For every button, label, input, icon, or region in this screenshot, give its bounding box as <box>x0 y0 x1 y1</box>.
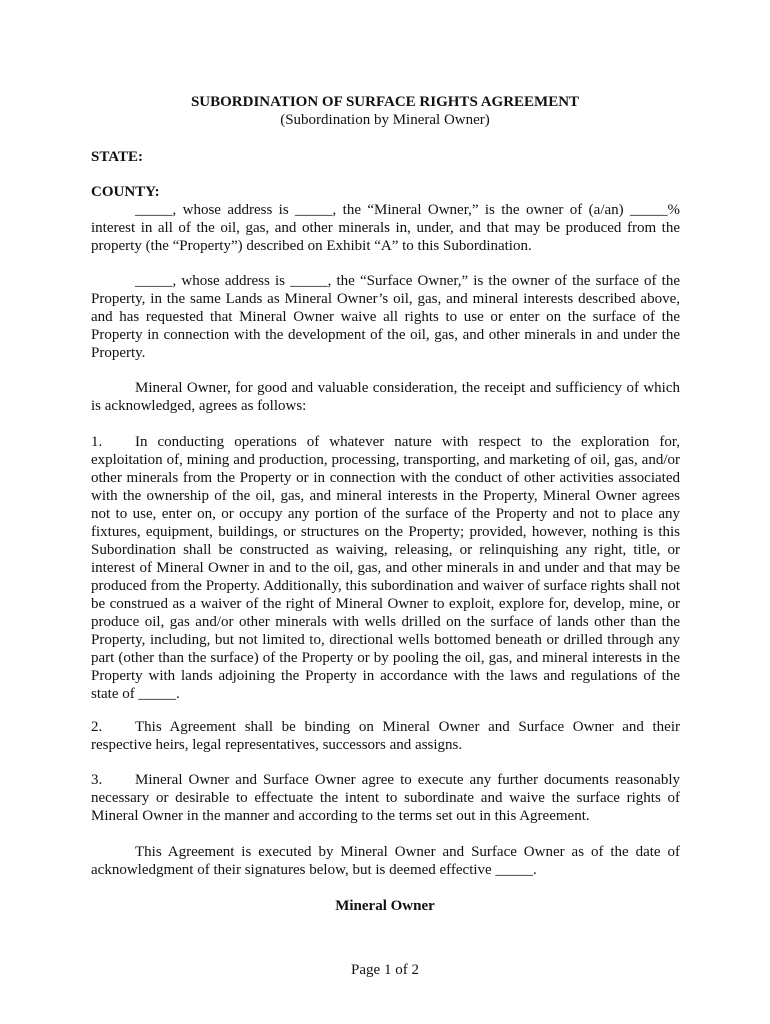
clause-3 <box>91 771 680 825</box>
document-subtitle: (Subordination by Mineral Owner) <box>280 112 490 128</box>
clause-2-number: 2. <box>91 719 103 735</box>
clause-2 <box>91 718 680 754</box>
clause-1-number: 1. <box>91 434 103 450</box>
county-label: COUNTY: <box>91 184 160 200</box>
surface-owner-paragraph: _____, whose address is _____, the “Surface Owner,” is the owner of the surface of the Property, in the same Lands as Mineral Owner’s oil, gas, and mineral interests described above, and has requested that Mineral Owner waive all rights to use or enter on the surface of the Property in connection with the development of the oil, gas, and other minerals in and under the Property. <box>91 273 680 361</box>
executed-paragraph: This Agreement is executed by Mineral Owner and Surface Owner as of the date of acknowledgment of their signatures below, but is deemed effective _____. <box>91 844 680 878</box>
clause-3-number: 3. <box>91 772 103 788</box>
clause-1 <box>91 433 680 703</box>
mineral-owner-paragraph: _____, whose address is _____, the “Mineral Owner,” is the owner of (a/an) _____% interest in all of the oil, gas, and other minerals in, under, and that may be produced from the property (the “Property”) described on Exhibit “A” to this Subordination. <box>91 202 680 254</box>
clause-1-text: In conducting operations of whatever nature with respect to the exploration for, exploitation of, mining and production, processing, transporting, and marketing of oil, gas, and/or other minerals from the Property or in connection with the conduct of other activities associated with the ownership of the oil, gas, and mineral interests in the Property, Mineral Owner agrees not to use, enter on, or occupy any portion of the surface of the Property and not to place any fixtures, equipment, buildings, or structures on the Property; provided, however, nothing is this Subordination shall be constructed as waiving, releasing, or relinquishing any right, title, or interest of Mineral Owner in and to the oil, gas, and other minerals in and under and that may be produced from the Property. Additionally, this subordination and waiver of surface rights shall not be construed as a waiver of the right of Mineral Owner to exploit, explore for, develop, mine, or produce oil, gas and/or other minerals with wells drilled on the surface of lands other than the Property, including, but not limited to, directional wells bottomed beneath or drilled through any part (other than the surface) of the Property or by pooling the oil, gas, and mineral interests in the Property with lands adjoining the Property in accordance with the laws and regulations of the state of _____. <box>91 434 680 702</box>
state-label: STATE: <box>91 149 143 165</box>
document-title: SUBORDINATION OF SURFACE RIGHTS AGREEMENT <box>190 94 580 110</box>
signature-heading: Mineral Owner <box>335 898 435 914</box>
page-footer: Page 1 of 2 <box>351 962 419 978</box>
clause-2-text: This Agreement shall be binding on Mineral Owner and Surface Owner and their respective heirs, legal representatives, successors and assigns. <box>91 719 680 753</box>
clause-3-text: Mineral Owner and Surface Owner agree to execute any further documents reasonably necessary or desirable to effectuate the intent to subordinate and waive the surface rights of Mineral Owner in the manner and according to the terms set out in this Agreement. <box>91 772 680 824</box>
consideration-paragraph: Mineral Owner, for good and valuable consideration, the receipt and sufficiency of which is acknowledged, agrees as follows: <box>91 380 680 414</box>
